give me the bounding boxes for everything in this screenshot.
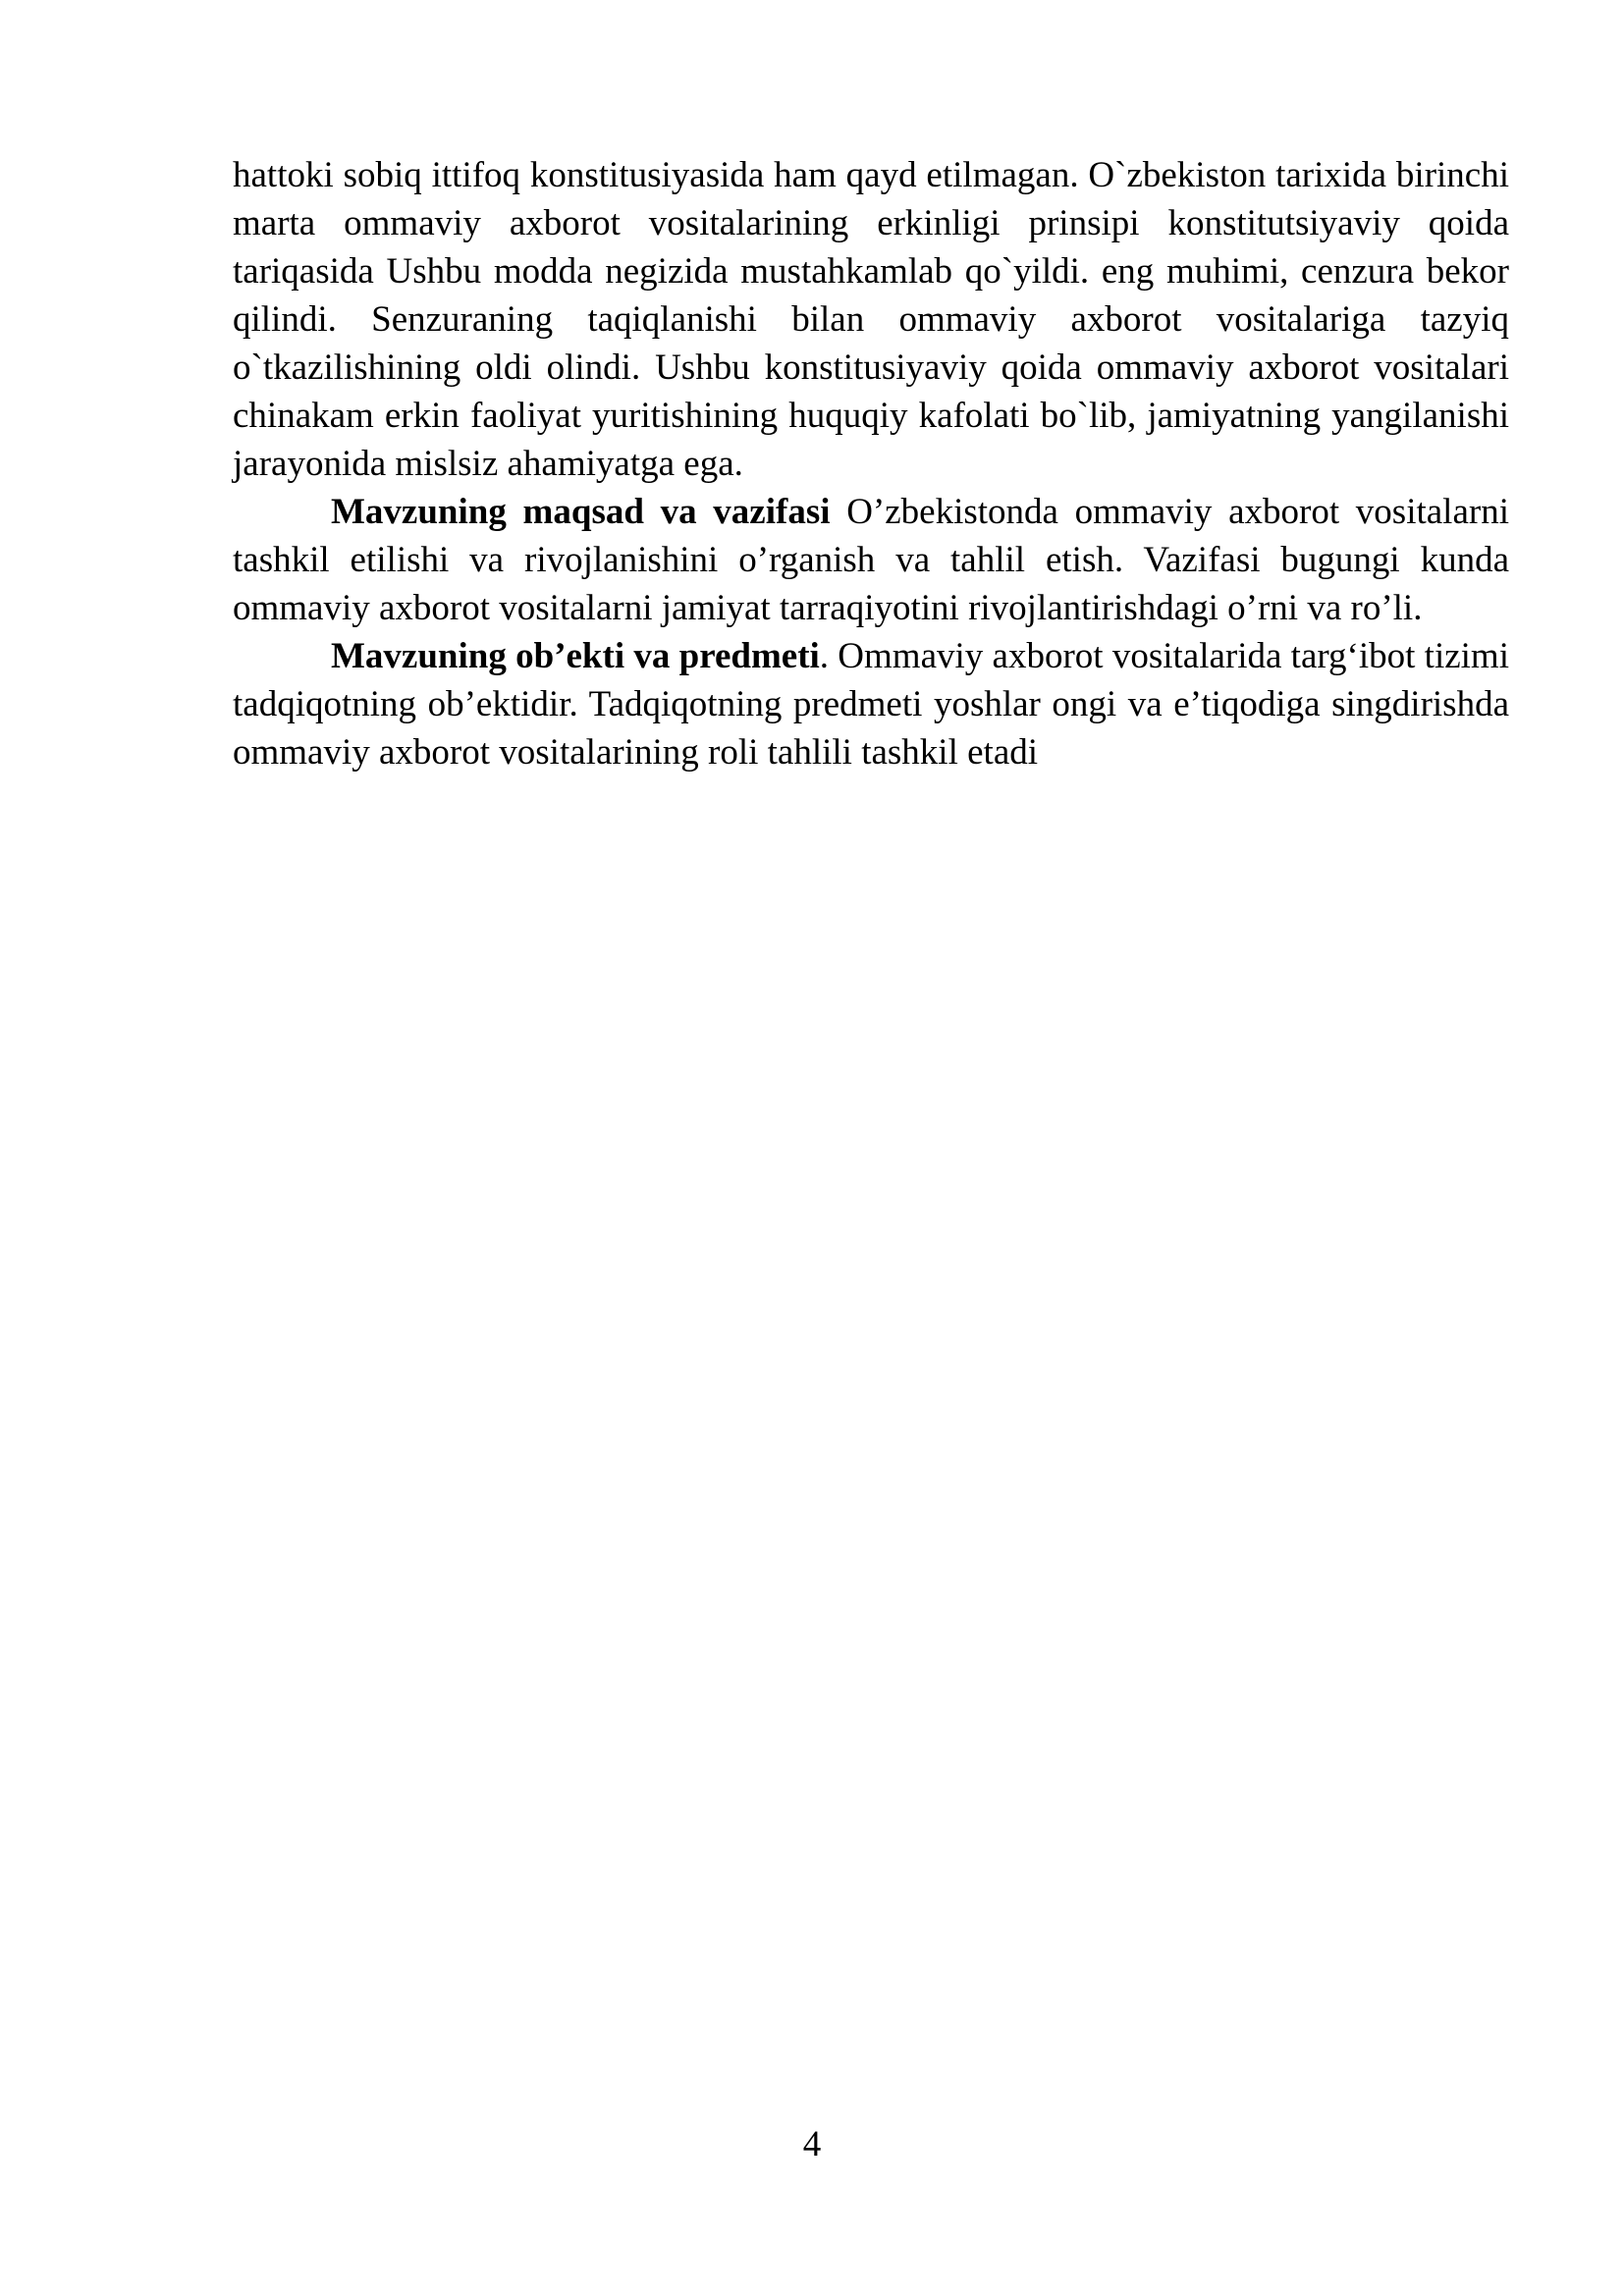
page-number: 4 xyxy=(802,2124,822,2164)
paragraph-text: O’zbekistonda ommaviy axborot vositalarni tashkil etilishi va rivojlanishini o’rganish va tahlil etish. Vazifasi bugungi kunda ommaviy axborot vositalarni jamiyat tarraqiyotini rivojlantirishdagi o’rni va ro’li. xyxy=(233,492,1509,628)
paragraph-object-and-subject xyxy=(233,632,1509,776)
paragraph-text: . Ommaviy axborot vositalarida targ‘ibot tizimi tadqiqotning ob’ektidir. Tadqiqotning predmeti yoshlar ongi va e’tiqodiga singdirishda ommaviy axborot vositalarining roli tahlili tashkil etadi xyxy=(233,636,1509,773)
paragraph-heading: Mavzuning maqsad va vazifasi xyxy=(331,492,831,532)
paragraph-goal-and-tasks xyxy=(233,488,1509,632)
paragraph-text: hattoki sobiq ittifoq konstitusiyasida ham qayd etilmagan. O`zbekiston tarixida birinchi marta ommaviy axborot vositalarining erkinligi prinsipi konstitutsiyaviy qoida tariqasida Ushbu modda negizida mustahkamlab qo`yildi. eng muhimi, cenzura bekor qilindi. Senzuraning taqiqlanishi bilan ommaviy axborot vositalariga tazyiq o`tkazilishining oldi olindi. Ushbu konstitusiyaviy qoida ommaviy axborot vositalari chinakam erkin faoliyat yuritishining huquqiy kafolati bo`lib, jamiyatning yangilanishi jarayonida mislsiz ahamiyatga ega. xyxy=(233,155,1509,484)
paragraph-heading: Mavzuning ob’ekti va predmeti xyxy=(331,636,820,676)
body-text xyxy=(233,151,1509,776)
paragraph-continuation xyxy=(233,151,1509,488)
